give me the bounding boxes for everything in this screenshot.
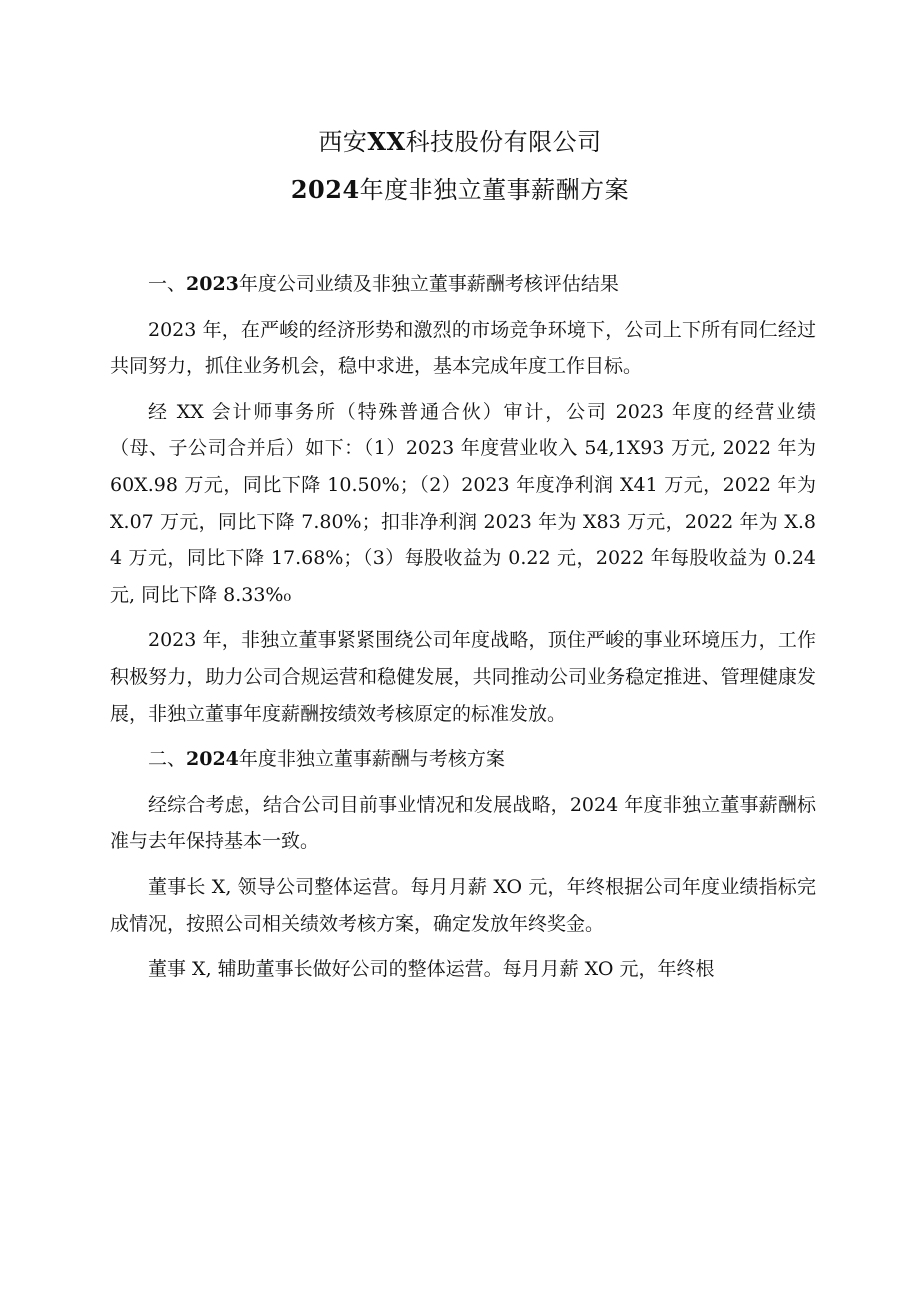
section-1-year: 2023 xyxy=(186,273,239,295)
section-2-title: 年度非独立董事薪酬与考核方案 xyxy=(238,748,505,771)
section-2-year: 2024 xyxy=(186,748,239,771)
section-2-heading xyxy=(110,741,816,778)
document-title xyxy=(0,118,920,214)
section-2-paragraph-1: 经综合考虑，结合公司目前事业情况和发展战略，2024 年度非独立董事薪酬标准与去年保持基本一致。 xyxy=(110,793,816,853)
section-1-paragraph-1: 2023 年，在严峻的经济形势和激烈的市场竞争环境下，公司上下所有同仁经过共同努力，抓住业务机会，稳中求进，基本完成年度工作目标。 xyxy=(110,318,816,378)
section-1-paragraph-3: 2023 年，非独立董事紧紧围绕公司年度战略，顶住严峻的事业环境压力，工作积极努力，助力公司合规运营和稳健发展，共同推动公司业务稳定推进、管理健康发展，非独立董事年度薪酬按绩效考核原定的标准发放。 xyxy=(110,629,816,725)
title-company-prefix: 西安 xyxy=(318,128,368,156)
section-1-paragraph-2: 经 XX 会计师事务所（特殊普通合伙）审计，公司 2023 年度的经营业绩（母、子公司合并后）如下：（1）2023 年度营业收入 54,1X93 万元, 2022 年为 60X.98 万元，同比下降 10.50%；（2）2023 年度净利润 X41 万元，2022 年为 X.07 万元，同比下降 7.80%；扣非净利润 2023 年为 X83 万元，2022 年为 X.84 万元，同比下降 17.68%；（3）每股收益为 0.22 元，2022 年每股收益为 0.24 元, 同比下降 8.33%₀ xyxy=(110,400,816,606)
section-2-paragraph-2: 董事长 X, 领导公司整体运营。每月月薪 XO 元，年终根据公司年度业绩指标完成情况，按照公司相关绩效考核方案，确定发放年终奖金。 xyxy=(110,875,816,935)
section-1-number: 一、 xyxy=(148,273,187,295)
title-company-suffix: 科技股份有限公司 xyxy=(405,128,602,156)
section-2-number: 二、 xyxy=(148,748,187,771)
title-company-name xyxy=(0,118,920,166)
section-2-paragraph-3: 董事 X, 辅助董事长做好公司的整体运营。每月月薪 XO 元，年终根 xyxy=(148,958,715,981)
section-1-title: 年度公司业绩及非独立董事薪酬考核评估结果 xyxy=(238,273,619,295)
title-plan-name xyxy=(0,166,920,214)
title-company-code: XX xyxy=(367,127,406,156)
title-plan-year: 2024 xyxy=(290,175,360,204)
section-1-heading xyxy=(110,266,816,303)
title-plan-suffix: 年度非独立董事薪酬方案 xyxy=(359,176,630,204)
document-body xyxy=(110,266,816,997)
